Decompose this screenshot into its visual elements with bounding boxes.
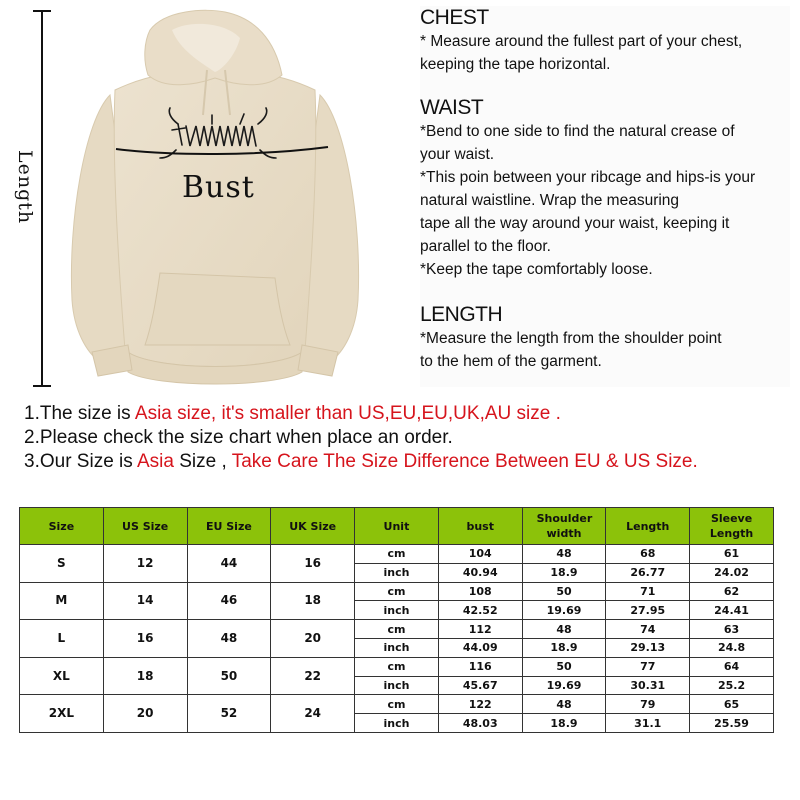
cell-length: 27.95 bbox=[606, 601, 690, 620]
table-row bbox=[20, 620, 774, 639]
cell-bust: 45.67 bbox=[438, 676, 522, 695]
header-size: Size bbox=[20, 508, 104, 545]
header-length: Length bbox=[606, 508, 690, 545]
table-row bbox=[20, 582, 774, 601]
note-text: Size , bbox=[173, 451, 232, 472]
cell-shoulder: 18.9 bbox=[522, 714, 606, 733]
cell-shoulder: 19.69 bbox=[522, 676, 606, 695]
guide-line: parallel to the floor. bbox=[420, 238, 551, 255]
guide-title-length: LENGTH bbox=[420, 303, 503, 326]
cell-us: 14 bbox=[103, 582, 187, 620]
cell-size: XL bbox=[20, 657, 104, 695]
cell-sleeve: 24.02 bbox=[690, 563, 774, 582]
guide-line: tape all the way around your waist, keeping it bbox=[420, 215, 730, 232]
header-uk-size: UK Size bbox=[271, 508, 355, 545]
table-header-row bbox=[20, 508, 774, 545]
cell-shoulder: 50 bbox=[522, 657, 606, 676]
cell-sleeve: 24.8 bbox=[690, 638, 774, 657]
guide-title-chest: CHEST bbox=[420, 6, 489, 29]
cell-shoulder: 50 bbox=[522, 582, 606, 601]
guide-section-length bbox=[420, 303, 790, 373]
cell-bust: 108 bbox=[438, 582, 522, 601]
cell-shoulder: 18.9 bbox=[522, 563, 606, 582]
guide-title-waist: WAIST bbox=[420, 96, 484, 119]
table-row bbox=[20, 695, 774, 714]
size-chart-table bbox=[19, 507, 774, 733]
guide-line: *Keep the tape comfortably loose. bbox=[420, 261, 653, 278]
cell-eu: 52 bbox=[187, 695, 271, 733]
cell-unit: cm bbox=[355, 545, 439, 564]
cell-sleeve: 25.2 bbox=[690, 676, 774, 695]
cell-length: 79 bbox=[606, 695, 690, 714]
cell-bust: 40.94 bbox=[438, 563, 522, 582]
cell-bust: 122 bbox=[438, 695, 522, 714]
measurement-guide bbox=[420, 6, 790, 387]
cell-uk: 16 bbox=[271, 545, 355, 583]
guide-line: *Bend to one side to find the natural crease of bbox=[420, 123, 735, 140]
cell-unit: inch bbox=[355, 714, 439, 733]
cell-eu: 48 bbox=[187, 620, 271, 658]
cell-sleeve: 24.41 bbox=[690, 601, 774, 620]
header-sleeve-length: Sleeve Length bbox=[690, 508, 774, 545]
table-row bbox=[20, 657, 774, 676]
cell-shoulder: 48 bbox=[522, 620, 606, 639]
cell-bust: 48.03 bbox=[438, 714, 522, 733]
note-line-2 bbox=[24, 426, 698, 450]
cell-unit: cm bbox=[355, 582, 439, 601]
bust-label: Bust bbox=[182, 170, 255, 205]
cell-shoulder: 19.69 bbox=[522, 601, 606, 620]
guide-line: * Measure around the fullest part of your chest, bbox=[420, 33, 743, 50]
cell-us: 20 bbox=[103, 695, 187, 733]
note-warning: Take Care The Size Difference Between EU & US Size. bbox=[231, 451, 698, 472]
cell-us: 16 bbox=[103, 620, 187, 658]
cell-shoulder: 48 bbox=[522, 695, 606, 714]
note-text: 1.The size is bbox=[24, 403, 135, 424]
header-us-size: US Size bbox=[103, 508, 187, 545]
note-text: 3.Our Size is bbox=[24, 451, 137, 472]
cell-unit: cm bbox=[355, 695, 439, 714]
cell-length: 30.31 bbox=[606, 676, 690, 695]
note-text: 2.Please check the size chart when place an order. bbox=[24, 427, 453, 448]
header-unit: Unit bbox=[355, 508, 439, 545]
note-warning: Asia bbox=[137, 451, 174, 472]
cell-unit: inch bbox=[355, 601, 439, 620]
cell-size: S bbox=[20, 545, 104, 583]
cell-length: 71 bbox=[606, 582, 690, 601]
note-line-3 bbox=[24, 450, 698, 474]
cell-sleeve: 61 bbox=[690, 545, 774, 564]
cell-us: 18 bbox=[103, 657, 187, 695]
cell-sleeve: 65 bbox=[690, 695, 774, 714]
cell-uk: 22 bbox=[271, 657, 355, 695]
cell-eu: 46 bbox=[187, 582, 271, 620]
cell-unit: inch bbox=[355, 563, 439, 582]
guide-section-waist bbox=[420, 96, 790, 281]
cell-bust: 44.09 bbox=[438, 638, 522, 657]
header-eu-size: EU Size bbox=[187, 508, 271, 545]
cell-unit: inch bbox=[355, 638, 439, 657]
cell-length: 26.77 bbox=[606, 563, 690, 582]
cell-sleeve: 62 bbox=[690, 582, 774, 601]
guide-line: keeping the tape horizontal. bbox=[420, 56, 611, 73]
cell-unit: cm bbox=[355, 657, 439, 676]
cell-size: 2XL bbox=[20, 695, 104, 733]
guide-line: *This poin between your ribcage and hips-is your bbox=[420, 169, 756, 186]
cell-unit: cm bbox=[355, 620, 439, 639]
cell-bust: 112 bbox=[438, 620, 522, 639]
size-notes bbox=[24, 402, 698, 474]
cell-length: 74 bbox=[606, 620, 690, 639]
note-line-1 bbox=[24, 402, 698, 426]
cell-length: 77 bbox=[606, 657, 690, 676]
cell-sleeve: 64 bbox=[690, 657, 774, 676]
length-bar-bottom-cap bbox=[33, 385, 51, 387]
header-shoulder-width: Shoulder width bbox=[522, 508, 606, 545]
length-bar-line bbox=[41, 10, 43, 387]
cell-bust: 104 bbox=[438, 545, 522, 564]
cell-sleeve: 25.59 bbox=[690, 714, 774, 733]
cell-length: 31.1 bbox=[606, 714, 690, 733]
note-warning: Asia size, it's smaller than US,EU,EU,UK,AU size . bbox=[134, 403, 561, 424]
cell-length: 68 bbox=[606, 545, 690, 564]
cell-size: M bbox=[20, 582, 104, 620]
length-label: Length bbox=[14, 150, 36, 225]
guide-section-chest bbox=[420, 6, 790, 76]
cell-length: 29.13 bbox=[606, 638, 690, 657]
guide-line: your waist. bbox=[420, 146, 495, 163]
cell-uk: 20 bbox=[271, 620, 355, 658]
guide-line: to the hem of the garment. bbox=[420, 353, 602, 370]
guide-line: natural waistline. Wrap the measuring bbox=[420, 192, 680, 209]
cell-shoulder: 18.9 bbox=[522, 638, 606, 657]
cell-us: 12 bbox=[103, 545, 187, 583]
cell-sleeve: 63 bbox=[690, 620, 774, 639]
table-row bbox=[20, 545, 774, 564]
cell-unit: inch bbox=[355, 676, 439, 695]
cell-bust: 116 bbox=[438, 657, 522, 676]
cell-eu: 44 bbox=[187, 545, 271, 583]
cell-eu: 50 bbox=[187, 657, 271, 695]
cell-uk: 24 bbox=[271, 695, 355, 733]
guide-line: *Measure the length from the shoulder point bbox=[420, 330, 722, 347]
cell-bust: 42.52 bbox=[438, 601, 522, 620]
cell-shoulder: 48 bbox=[522, 545, 606, 564]
header-bust: bust bbox=[438, 508, 522, 545]
cell-uk: 18 bbox=[271, 582, 355, 620]
cell-size: L bbox=[20, 620, 104, 658]
